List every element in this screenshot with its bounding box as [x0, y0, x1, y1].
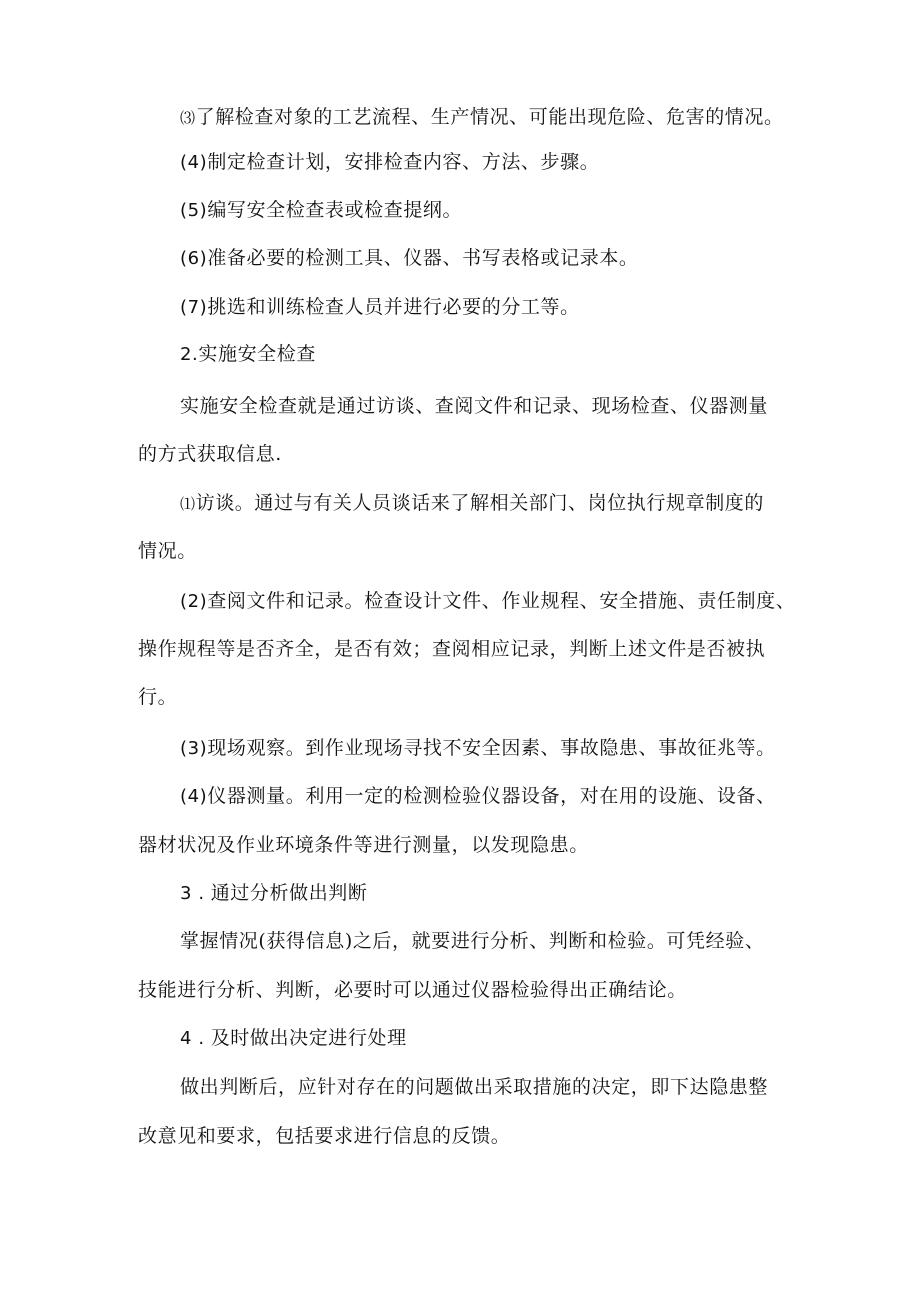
text-line-13 — [138, 684, 177, 710]
list-number: ⑶ — [180, 109, 196, 127]
text-line-1 — [180, 104, 784, 131]
text-line-19 — [138, 977, 687, 1003]
line-text: 实施安全检查就是通过访谈、查阅文件和记录、现场检查、仪器测量 — [180, 395, 769, 417]
text-line-16 — [138, 832, 589, 858]
text-line-18 — [180, 928, 764, 954]
line-text: 做出判断后，应针对存在的问题做出采取措施的决定，即下达隐患整 — [180, 1076, 769, 1098]
line-text: 通过分析做出判断 — [210, 882, 368, 904]
line-text: 制定检查计划，安排检查内容、方法、步骤。 — [207, 151, 600, 173]
text-line-5 — [180, 294, 580, 321]
list-number: (3) — [180, 738, 208, 759]
text-line-15 — [180, 783, 776, 810]
section-heading-2 — [180, 341, 316, 368]
list-number: (6) — [180, 248, 208, 269]
line-text: 挑选和训练检查人员并进行必要的分工等。 — [207, 296, 580, 318]
section-number: 2. — [180, 344, 199, 365]
line-text: 编写安全检查表或检查提纲。 — [207, 199, 463, 221]
line-text: 器材状况及作业环境条件等进行测量，以发现隐患。 — [138, 834, 589, 856]
text-line-2 — [180, 149, 599, 176]
list-number: (7) — [180, 297, 208, 318]
text-line-9 — [180, 490, 764, 517]
line-text: 了解检查对象的工艺流程、生产情况、可能出现危险、危害的情况。 — [195, 106, 784, 128]
text-line-7 — [180, 393, 768, 419]
line-text: 行。 — [138, 686, 178, 708]
text-line-11 — [180, 588, 795, 615]
section-heading-4 — [180, 1025, 407, 1052]
list-number: (4) — [180, 786, 208, 807]
section-number: 3 . — [180, 883, 205, 904]
text-line-10 — [138, 538, 197, 564]
text-line-4 — [180, 245, 639, 272]
line-text: 仪器测量。利用一定的检测检验仪器设备，对在用的设施、设备、 — [207, 785, 776, 807]
line-text: 掌握情况(获得信息)之后，就要进行分析、判断和检验。可凭经验、 — [180, 930, 765, 952]
text-line-12 — [138, 636, 765, 662]
text-line-22 — [138, 1123, 510, 1149]
line-text: 准备必要的检测工具、仪器、书写表格或记录本。 — [207, 247, 639, 269]
line-text: 访谈。通过与有关人员谈话来了解相关部门、岗位执行规章制度的 — [195, 492, 765, 514]
text-line-14 — [180, 735, 776, 762]
section-number: 4 . — [180, 1028, 205, 1049]
text-line-21 — [180, 1074, 768, 1100]
list-number: (2) — [180, 591, 208, 612]
section-heading-3 — [180, 880, 368, 907]
line-text: 及时做出决定进行处理 — [210, 1027, 407, 1049]
list-number: (5) — [180, 200, 208, 221]
line-text: 实施安全检查 — [198, 343, 316, 365]
line-text: 查阅文件和记录。检查设计文件、作业规程、安全措施、责任制度、 — [207, 590, 796, 612]
line-text: 改意见和要求，包括要求进行信息的反馈。 — [138, 1125, 511, 1147]
line-text: 技能进行分析、判断，必要时可以通过仪器检验得出正确结论。 — [138, 979, 687, 1001]
line-text: 操作规程等是否齐全，是否有效；查阅相应记录，判断上述文件是否被执 — [138, 638, 766, 660]
text-line-8 — [138, 441, 282, 467]
line-text: 情况。 — [138, 540, 197, 562]
text-line-3 — [180, 197, 462, 224]
list-number: (4) — [180, 152, 208, 173]
list-number: ⑴ — [180, 495, 196, 513]
line-text: 的方式获取信息. — [138, 443, 282, 465]
line-text: 现场观察。到作业现场寻找不安全因素、事故隐患、事故征兆等。 — [207, 737, 776, 759]
